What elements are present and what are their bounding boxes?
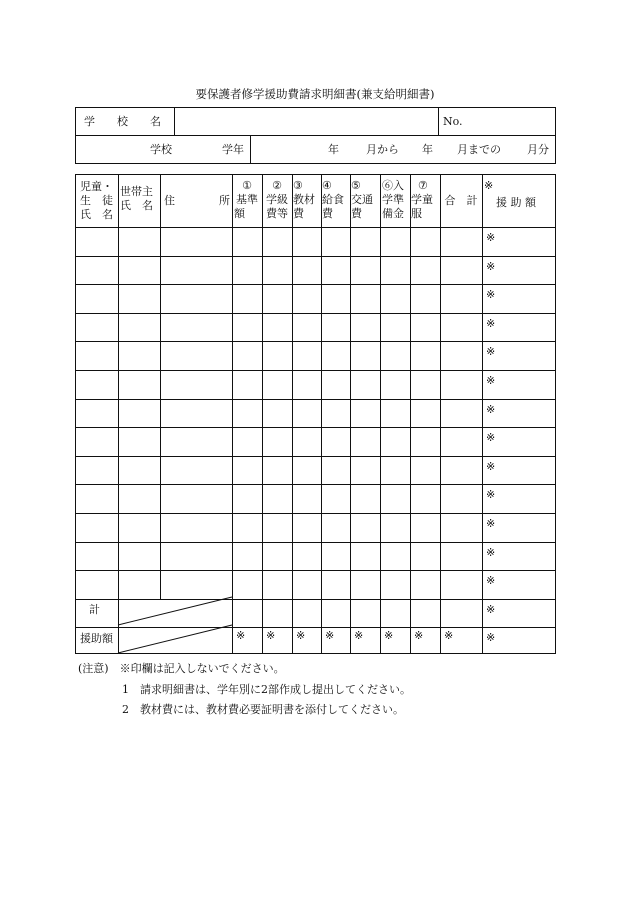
aid-row-mark: ※ [354,629,364,643]
table-row[interactable] [76,542,482,571]
school-name-label: 学 校 名 [84,115,161,128]
aid-row-mark: ※ [444,629,454,643]
aid-row-diagonal [118,625,232,653]
col-header-aid-amount: ※ 援 助 額 [484,179,536,209]
aid-mark: ※ [486,574,496,588]
year-from-label: 年 [328,143,339,156]
table-row[interactable] [76,484,482,513]
table-row[interactable] [76,313,482,342]
aid-mark: ※ [486,288,496,302]
col-header-total: 合 計 [444,194,478,207]
total-row-diagonal [118,597,232,625]
aid-row-mark: ※ [384,629,394,643]
col-header-material-fee: ③ 教材 費 [293,179,315,220]
table-column-line [482,175,483,653]
table-row[interactable] [76,256,482,285]
aid-mark: ※ [486,459,496,473]
table-row-line [76,627,555,628]
document-title: 要保護者修学援助費請求明細書(兼支給明細書) [195,87,435,101]
col-header-address: 住 所 [164,194,230,207]
aid-mark: ※ [486,488,496,502]
table-row[interactable] [76,513,482,542]
school-label: 学校 [150,143,172,156]
col-header-lunch-fee: ④ 給食 費 [322,179,344,220]
table-row[interactable] [76,284,482,313]
table-row[interactable] [76,427,482,456]
total-row-label: 計 [89,603,100,616]
aid-mark: ※ [486,345,496,359]
col-header-class-fee: ② 学級 費等 [266,179,288,220]
school-name-field[interactable] [175,108,438,135]
col-header-uniform: ⑦ 学童 服 [411,179,433,220]
table-row[interactable] [76,456,482,485]
col-header-householder-name: 世帯主 氏 名 [120,185,153,212]
col-header-enrollment-fund: ⑥入 学準 備金 [382,179,404,220]
year-to-label: 年 [422,143,433,156]
table-row[interactable] [76,570,482,599]
aid-row-mark: ※ [266,629,276,643]
no-label: No. [443,115,463,128]
aid-mark: ※ [486,402,496,416]
col-header-transport-fee: ⑤ 交通 費 [351,179,373,220]
grade-label: 学年 [222,143,244,156]
aid-mark: ※ [486,259,496,273]
notes-heading: (注意) ※印欄は記入しないでください。 [78,662,285,675]
month-count-label: 月分 [527,143,549,156]
month-to-label: 月までの [457,143,501,156]
aid-mark: ※ [486,316,496,330]
header-box [75,107,556,164]
aid-row-mark: ※ [296,629,306,643]
table-row[interactable] [76,370,482,399]
claim-detail-table [75,174,556,654]
aid-mark: ※ [486,374,496,387]
aid-row-mark: ※ [236,629,246,643]
table-row[interactable] [76,341,482,370]
aid-mark: ※ [486,431,496,445]
aid-mark: ※ [486,631,496,645]
table-row[interactable] [76,399,482,428]
aid-mark: ※ [486,517,496,530]
col-header-base-amount: ① 基準 額 [234,179,258,220]
aid-mark: ※ [486,602,496,616]
notes-item-1: 1 請求明細書は、学年別に2部作成し提出してください。 [122,683,411,696]
month-from-label: 月から [366,143,399,156]
aid-mark: ※ [486,545,496,559]
col-header-student-name: 児童・ 生 徒 氏 名 [80,180,113,221]
aid-row-mark: ※ [325,629,335,643]
aid-mark: ※ [486,231,496,244]
table-row[interactable] [76,227,482,256]
notes-item-2: 2 教材費には、教材費必要証明書を添付してください。 [122,703,404,716]
table-row-line [76,599,555,600]
aid-row-mark: ※ [414,629,424,643]
aid-row-label: 援助額 [80,632,113,645]
